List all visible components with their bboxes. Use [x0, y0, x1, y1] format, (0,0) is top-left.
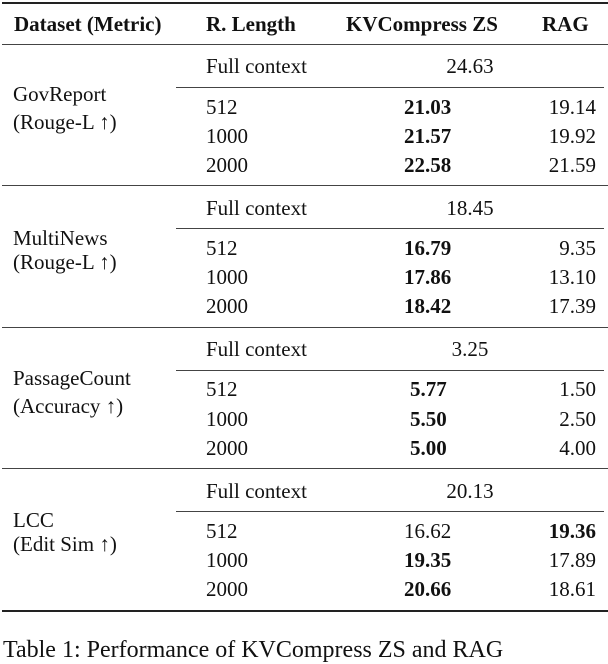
row-length: 2000: [206, 153, 248, 177]
row-kv-value: 17.86: [404, 265, 452, 289]
row-length: 512: [206, 95, 238, 119]
row-length: 1000: [206, 124, 248, 148]
header-length: R. Length: [206, 12, 296, 36]
row-rag-value: 18.61: [548, 577, 596, 601]
full-context-value: 20.13: [446, 479, 494, 503]
header-rag: RAG: [542, 12, 589, 36]
row-kv-value: 19.35: [404, 548, 452, 572]
row-length: 512: [206, 236, 238, 260]
full-context-value: 18.45: [446, 196, 494, 220]
row-rag-value: 4.00: [559, 436, 596, 460]
dataset-name: LCC: [13, 508, 54, 532]
row-kv-value: 18.42: [404, 294, 452, 318]
row-rag-value: 17.89: [548, 548, 596, 572]
header-kvcompress: KVCompress ZS: [346, 12, 498, 36]
row-length: 512: [206, 377, 238, 401]
header-rule: [2, 44, 608, 45]
table-caption: Table 1: Performance of KVCompress ZS and RAG: [3, 637, 504, 663]
row-length: 2000: [206, 294, 248, 318]
row-kv-value: 21.57: [404, 124, 452, 148]
row-rag-value: 21.59: [548, 153, 596, 177]
dataset-metric: (Rouge-L ↑): [13, 250, 117, 274]
full-context-rule: [176, 228, 604, 229]
full-context-label: Full context: [206, 54, 307, 78]
group-rule: [2, 185, 608, 186]
bottom-rule: [2, 610, 608, 612]
dataset-metric: (Accuracy ↑): [13, 394, 124, 418]
full-context-rule: [176, 511, 604, 512]
row-length: 1000: [206, 407, 248, 431]
row-rag-value: 13.10: [548, 265, 596, 289]
row-length: 512: [206, 519, 238, 543]
dataset-metric: (Rouge-L ↑): [13, 110, 117, 134]
full-context-label: Full context: [206, 196, 307, 220]
full-context-value: 24.63: [446, 54, 494, 78]
top-rule: [2, 2, 608, 4]
full-context-rule: [176, 370, 604, 371]
full-context-label: Full context: [206, 337, 307, 361]
row-kv-value: 5.50: [410, 407, 447, 431]
dataset-name: GovReport: [13, 82, 107, 106]
row-kv-value: 16.79: [404, 236, 452, 260]
group-rule: [2, 468, 608, 469]
row-rag-value: 17.39: [548, 294, 596, 318]
row-kv-value: 21.03: [404, 95, 452, 119]
row-length: 1000: [206, 265, 248, 289]
row-kv-value: 5.00: [410, 436, 447, 460]
row-length: 2000: [206, 436, 248, 460]
row-rag-value: 19.14: [548, 95, 596, 119]
row-rag-value: 19.92: [548, 124, 596, 148]
row-kv-value: 22.58: [404, 153, 452, 177]
full-context-label: Full context: [206, 479, 307, 503]
dataset-name: PassageCount: [13, 366, 131, 390]
row-rag-value: 19.36: [548, 519, 596, 543]
full-context-rule: [176, 87, 604, 88]
row-length: 2000: [206, 577, 248, 601]
row-length: 1000: [206, 548, 248, 572]
full-context-value: 3.25: [451, 337, 489, 361]
header-dataset: Dataset (Metric): [14, 12, 162, 36]
dataset-metric: (Edit Sim ↑): [13, 532, 117, 556]
row-kv-value: 20.66: [404, 577, 452, 601]
dataset-name: MultiNews: [13, 226, 108, 250]
row-rag-value: 1.50: [559, 377, 596, 401]
row-kv-value: 16.62: [404, 519, 452, 543]
group-rule: [2, 327, 608, 328]
row-kv-value: 5.77: [410, 377, 447, 401]
row-rag-value: 9.35: [559, 236, 596, 260]
row-rag-value: 2.50: [559, 407, 596, 431]
